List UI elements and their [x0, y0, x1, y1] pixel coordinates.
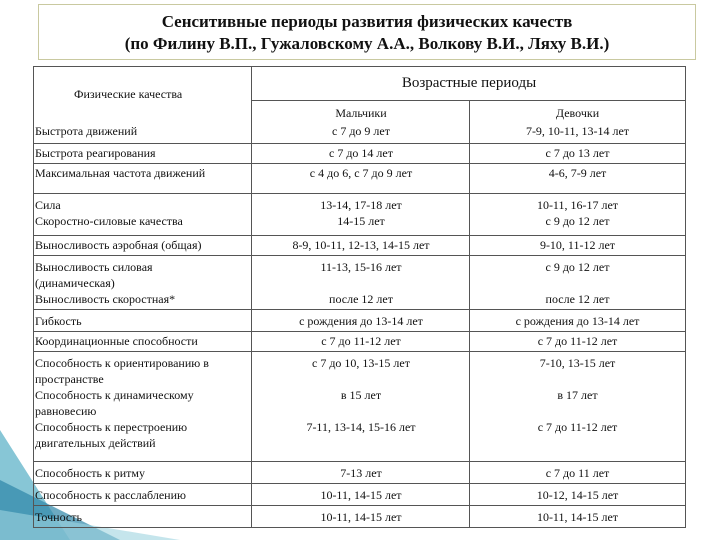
quality-cell-line: Способность к расслаблению: [35, 488, 186, 502]
header-girls: Девочки: [555, 106, 600, 120]
girls-cell-line: 7-9, 10-11, 13-14 лет: [525, 124, 630, 138]
quality-cell: [35, 165, 251, 181]
row-divider: [34, 235, 685, 236]
title-line-1: Сенситивные периоды развития физических качеств: [161, 12, 573, 31]
row-divider: [34, 143, 685, 144]
header-boys: Мальчики: [335, 106, 387, 120]
boys-cell: [252, 333, 470, 349]
header-age-periods: Возрастные периоды: [401, 75, 537, 91]
boys-cell-line: 7-13 лет: [340, 466, 382, 480]
quality-cell-line: Способность к ритму: [35, 466, 146, 480]
boys-cell-line: после 12 лет: [329, 292, 393, 306]
row-divider: [34, 351, 685, 352]
row-divider: [34, 331, 685, 332]
boys-cell: [252, 165, 470, 181]
boys-cell-line: с 7 до 14 лет: [329, 146, 393, 160]
girls-cell: [470, 145, 685, 161]
row-divider: [34, 255, 685, 256]
quality-cell-line: Способность к перестроению: [35, 420, 188, 434]
boys-cell-line: 14-15 лет: [337, 214, 385, 228]
boys-cell: [252, 237, 470, 253]
girls-cell-line: [470, 275, 685, 291]
girls-cell-line: 10-11, 16-17 лет: [536, 198, 619, 212]
girls-cell-line: с 9 до 12 лет: [545, 214, 610, 228]
boys-cell: [252, 313, 470, 329]
quality-cell: [35, 123, 251, 139]
quality-cell-line: двигательных действий: [35, 436, 156, 450]
row-divider: [34, 461, 685, 462]
boys-cell: [252, 355, 470, 451]
girls-cell: [470, 487, 685, 503]
girls-cell: [470, 355, 685, 451]
header-divider: [251, 100, 685, 101]
girls-cell-line: 10-11, 14-15 лет: [536, 510, 619, 524]
header-qualities: Физические качества: [74, 87, 183, 101]
girls-cell-line: 7-10, 13-15 лет: [539, 356, 616, 370]
quality-cell-line: равновесию: [35, 404, 97, 418]
boys-cell: [252, 259, 470, 307]
girls-cell: [470, 197, 685, 229]
quality-cell-line: пространстве: [35, 372, 104, 386]
girls-cell: [470, 509, 685, 525]
boys-cell-line: [252, 403, 470, 419]
sensitive-periods-table: [33, 66, 686, 528]
row-divider: [34, 193, 685, 194]
girls-cell-line: [470, 371, 685, 387]
quality-cell-line: Гибкость: [35, 314, 82, 328]
boys-cell: [252, 509, 470, 525]
girls-cell-line: с 9 до 12 лет: [545, 260, 610, 274]
quality-cell: [35, 259, 251, 307]
girls-cell-line: с 7 до 11-12 лет: [537, 420, 618, 434]
boys-cell: [252, 487, 470, 503]
boys-cell: [252, 197, 470, 229]
girls-cell-line: с 7 до 11 лет: [545, 466, 610, 480]
quality-cell: [35, 145, 251, 161]
quality-cell: [35, 509, 251, 525]
boys-cell-line: с 7 до 9 лет: [332, 124, 390, 138]
slide-title: [38, 4, 696, 60]
quality-cell: [35, 355, 251, 451]
quality-cell-line: Быстрота реагирования: [35, 146, 156, 160]
quality-cell-line: Выносливость скоростная*: [35, 292, 176, 306]
quality-cell-line: (динамическая): [35, 276, 115, 290]
quality-cell-line: Точность: [35, 510, 82, 524]
boys-cell: [252, 465, 470, 481]
girls-cell-line: в 17 лет: [557, 388, 598, 402]
girls-cell-line: 10-12, 14-15 лет: [536, 488, 619, 502]
boys-cell-line: в 15 лет: [340, 388, 382, 402]
boys-cell-line: с рождения до 13-14 лет: [299, 314, 423, 328]
quality-cell-line: Выносливость аэробная (общая): [35, 238, 202, 252]
quality-cell-line: Выносливость силовая: [35, 260, 153, 274]
quality-cell-line: Максимальная частота движений: [35, 166, 206, 180]
boys-cell-line: 8-9, 10-11, 12-13, 14-15 лет: [292, 238, 430, 252]
row-divider: [34, 483, 685, 484]
boys-cell-line: с 7 до 10, 13-15 лет: [312, 356, 410, 370]
girls-cell: [470, 333, 685, 349]
girls-cell-line: 9-10, 11-12 лет: [539, 238, 616, 252]
boys-cell-line: 7-11, 13-14, 15-16 лет: [306, 420, 416, 434]
quality-cell-line: Скоростно-силовые качества: [35, 214, 183, 228]
quality-cell: [35, 197, 251, 229]
boys-cell-line: 10-11, 14-15 лет: [320, 510, 402, 524]
girls-cell-line: с рождения до 13-14 лет: [515, 314, 640, 328]
girls-cell-line: [470, 403, 685, 419]
girls-cell: [470, 123, 685, 139]
boys-cell-line: 11-13, 15-16 лет: [320, 260, 402, 274]
row-divider: [34, 163, 685, 164]
quality-cell-line: Быстрота движений: [35, 124, 138, 138]
quality-cell: [35, 465, 251, 481]
boys-cell-line: [252, 435, 470, 451]
quality-cell: [35, 333, 251, 349]
quality-cell: [35, 237, 251, 253]
row-divider: [34, 505, 685, 506]
boys-cell-line: с 4 до 6, с 7 до 9 лет: [309, 166, 413, 180]
boys-cell-line: [252, 275, 470, 291]
quality-cell: [35, 487, 251, 503]
girls-cell: [470, 237, 685, 253]
quality-cell-line: Способность к динамическому: [35, 388, 194, 402]
title-line-2: (по Филину В.П., Гужаловскому А.А., Волкову В.И., Ляху В.И.): [124, 34, 610, 53]
girls-cell-line: с 7 до 11-12 лет: [537, 334, 618, 348]
boys-cell-line: 10-11, 14-15 лет: [320, 488, 402, 502]
row-divider: [34, 309, 685, 310]
boys-cell-line: [252, 371, 470, 387]
boys-cell-line: 13-14, 17-18 лет: [320, 198, 402, 212]
girls-cell: [470, 465, 685, 481]
girls-cell-line: [470, 435, 685, 451]
quality-cell-line: Способность к ориентированию в: [35, 356, 209, 370]
boys-cell: [252, 145, 470, 161]
boys-cell: [252, 123, 470, 139]
girls-cell: [470, 165, 685, 181]
girls-cell-line: после 12 лет: [545, 292, 610, 306]
boys-cell-line: с 7 до 11-12 лет: [321, 334, 401, 348]
quality-cell: [35, 313, 251, 329]
quality-cell-line: Сила: [35, 198, 61, 212]
girls-cell: [470, 313, 685, 329]
girls-cell-line: с 7 до 13 лет: [545, 146, 610, 160]
quality-cell-line: Координационные способности: [35, 334, 198, 348]
girls-cell-line: 4-6, 7-9 лет: [548, 166, 607, 180]
girls-cell: [470, 259, 685, 307]
